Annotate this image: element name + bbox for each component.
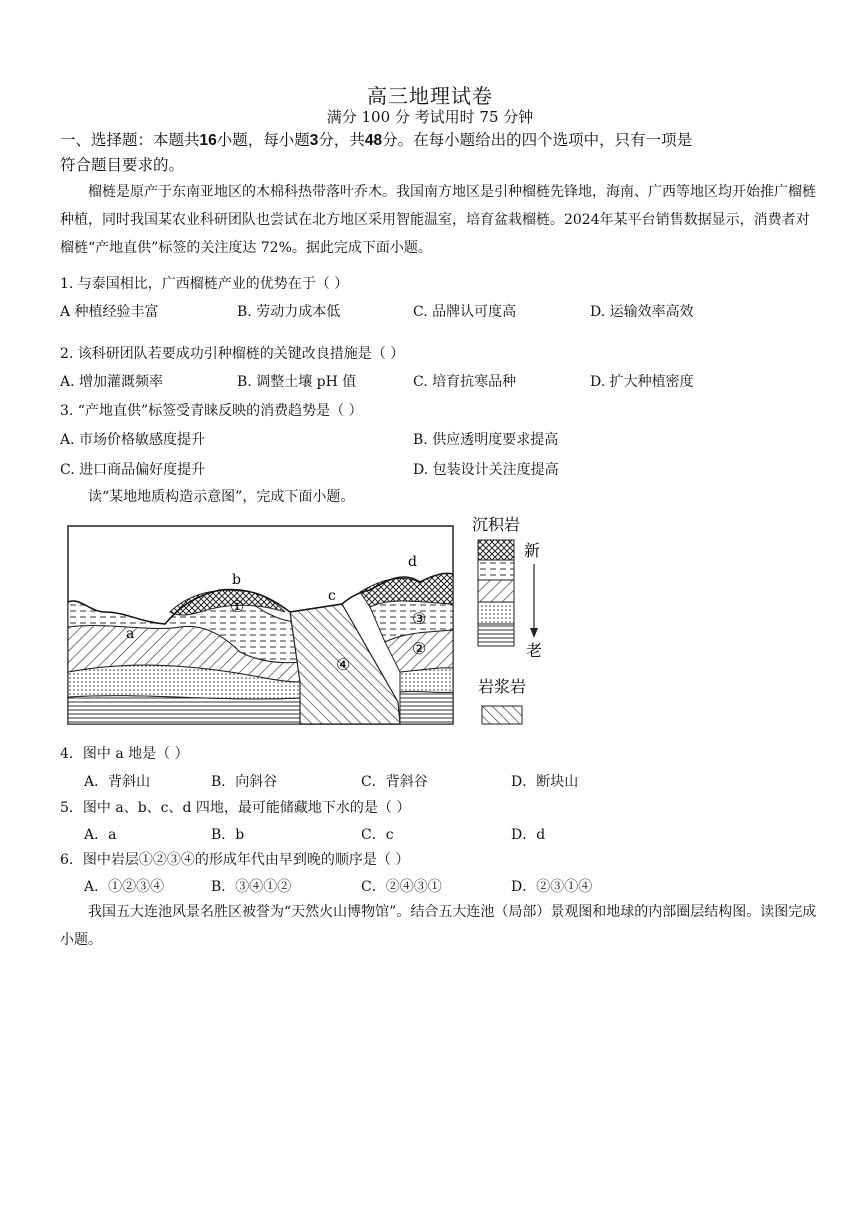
question-5-option-c[interactable]: C．c (361, 827, 394, 843)
question-1-option-d[interactable]: D. 运输效率高效 (590, 304, 694, 320)
section-text-3: 分，共 (318, 131, 365, 149)
question-3-option-c[interactable]: C. 进口商品偏好度提升 (60, 462, 206, 478)
legend-magmatic: 岩浆岩 (478, 677, 527, 696)
question-3-option-b[interactable]: B. 供应透明度要求提高 (413, 432, 559, 448)
circle-label-2: ② (412, 639, 427, 658)
question-3-option-d[interactable]: D. 包装设计关注度提高 (413, 462, 559, 478)
question-1-stem: 1. 与泰国相比，广西榴梿产业的优势在于（ ） (60, 276, 349, 292)
question-5-stem: 5．图中 a、b、c、d 四地，最可能储藏地下水的是（ ） (60, 800, 411, 816)
legend-old: 老 (526, 641, 543, 660)
label-b: b (232, 572, 241, 588)
passage-wudalianchi: 我国五大连池风景名胜区被誉为“天然火山博物馆”。结合五大连池（局部）景观图和地球的内部圈层结构图。读图完成小题。 (60, 904, 817, 948)
question-count: 16 (199, 132, 217, 149)
figure-intro: 读“某地地质构造示意图”，完成下面小题。 (88, 489, 355, 505)
question-6-option-a[interactable]: A．①②③④ (84, 879, 165, 895)
total-points: 48 (364, 132, 383, 149)
question-2-option-b[interactable]: B. 调整土壤 pH 值 (237, 374, 357, 390)
section-text-1: 一、选择题：本题共 (60, 131, 200, 149)
question-5-option-d[interactable]: D．d (511, 827, 546, 843)
geologic-structure-figure (60, 512, 560, 732)
question-5-option-b[interactable]: B．b (211, 827, 245, 843)
question-3-stem: 3. “产地直供”标签受青睐反映的消费趋势是（ ） (60, 403, 363, 419)
section-text-4: 分。在每小题给出的四个选项中，只有一项是 (382, 131, 693, 149)
points-each: 3 (309, 132, 319, 149)
question-6-stem: 6．图中岩层①②③④的形成年代由早到晚的顺序是（ ） (60, 852, 410, 868)
question-6-option-b[interactable]: B．③④①② (211, 879, 292, 895)
question-6-option-c[interactable]: C．②④③① (361, 879, 442, 895)
section-text-5: 符合题目要求的。 (60, 156, 185, 174)
question-2-stem: 2. 该科研团队若要成功引种榴梿的关键改良措施是（ ） (60, 346, 405, 362)
question-4-option-a[interactable]: A．背斜山 (84, 774, 151, 790)
question-6-option-d[interactable]: D．②③①④ (511, 879, 593, 895)
label-d: d (408, 554, 417, 570)
exam-title: 高三地理试卷 (367, 84, 493, 108)
question-5-option-a[interactable]: A．a (84, 827, 117, 843)
question-3-option-a[interactable]: A. 市场价格敏感度提升 (60, 432, 206, 448)
question-2-option-d[interactable]: D. 扩大种植密度 (590, 374, 694, 390)
question-4-option-c[interactable]: C．背斜谷 (361, 774, 428, 790)
question-4-option-b[interactable]: B．向斜谷 (211, 774, 278, 790)
question-1-option-a[interactable]: A 种植经验丰富 (60, 304, 159, 320)
question-1-option-b[interactable]: B. 劳动力成本低 (237, 304, 341, 320)
circle-label-1: ① (230, 597, 245, 616)
question-1-option-c[interactable]: C. 品牌认可度高 (413, 304, 517, 320)
legend-sedimentary: 沉积岩 (472, 515, 521, 534)
passage-durian: 榴梿是原产于东南亚地区的木棉科热带落叶乔木。我国南方地区是引种榴梿先锋地，海南、广西等地区均开始推广榴梿种植，同时我国某农业科研团队也尝试在北方地区采用智能温室，培育盆栽榴梿。2024年某平台销售数据显示，消费者对榴梿“产地直供”标签的关注度达 72%。据此完成下面小题。 (60, 184, 816, 256)
question-4-stem: 4．图中 a 地是（ ） (60, 746, 189, 762)
section-text-2: 小题，每小题 (216, 131, 310, 149)
label-a: a (126, 626, 135, 642)
circle-label-3: ③ (412, 609, 427, 628)
exam-subtitle: 满分 100 分 考试用时 75 分钟 (326, 108, 534, 126)
question-2-option-c[interactable]: C. 培育抗寒品种 (413, 374, 517, 390)
question-4-option-d[interactable]: D．断块山 (511, 774, 579, 790)
label-c: c (328, 588, 336, 604)
question-2-option-a[interactable]: A. 增加灌溉频率 (60, 374, 164, 390)
legend-new: 新 (524, 541, 541, 560)
section-heading (60, 128, 820, 178)
circle-label-4: ④ (336, 655, 351, 674)
